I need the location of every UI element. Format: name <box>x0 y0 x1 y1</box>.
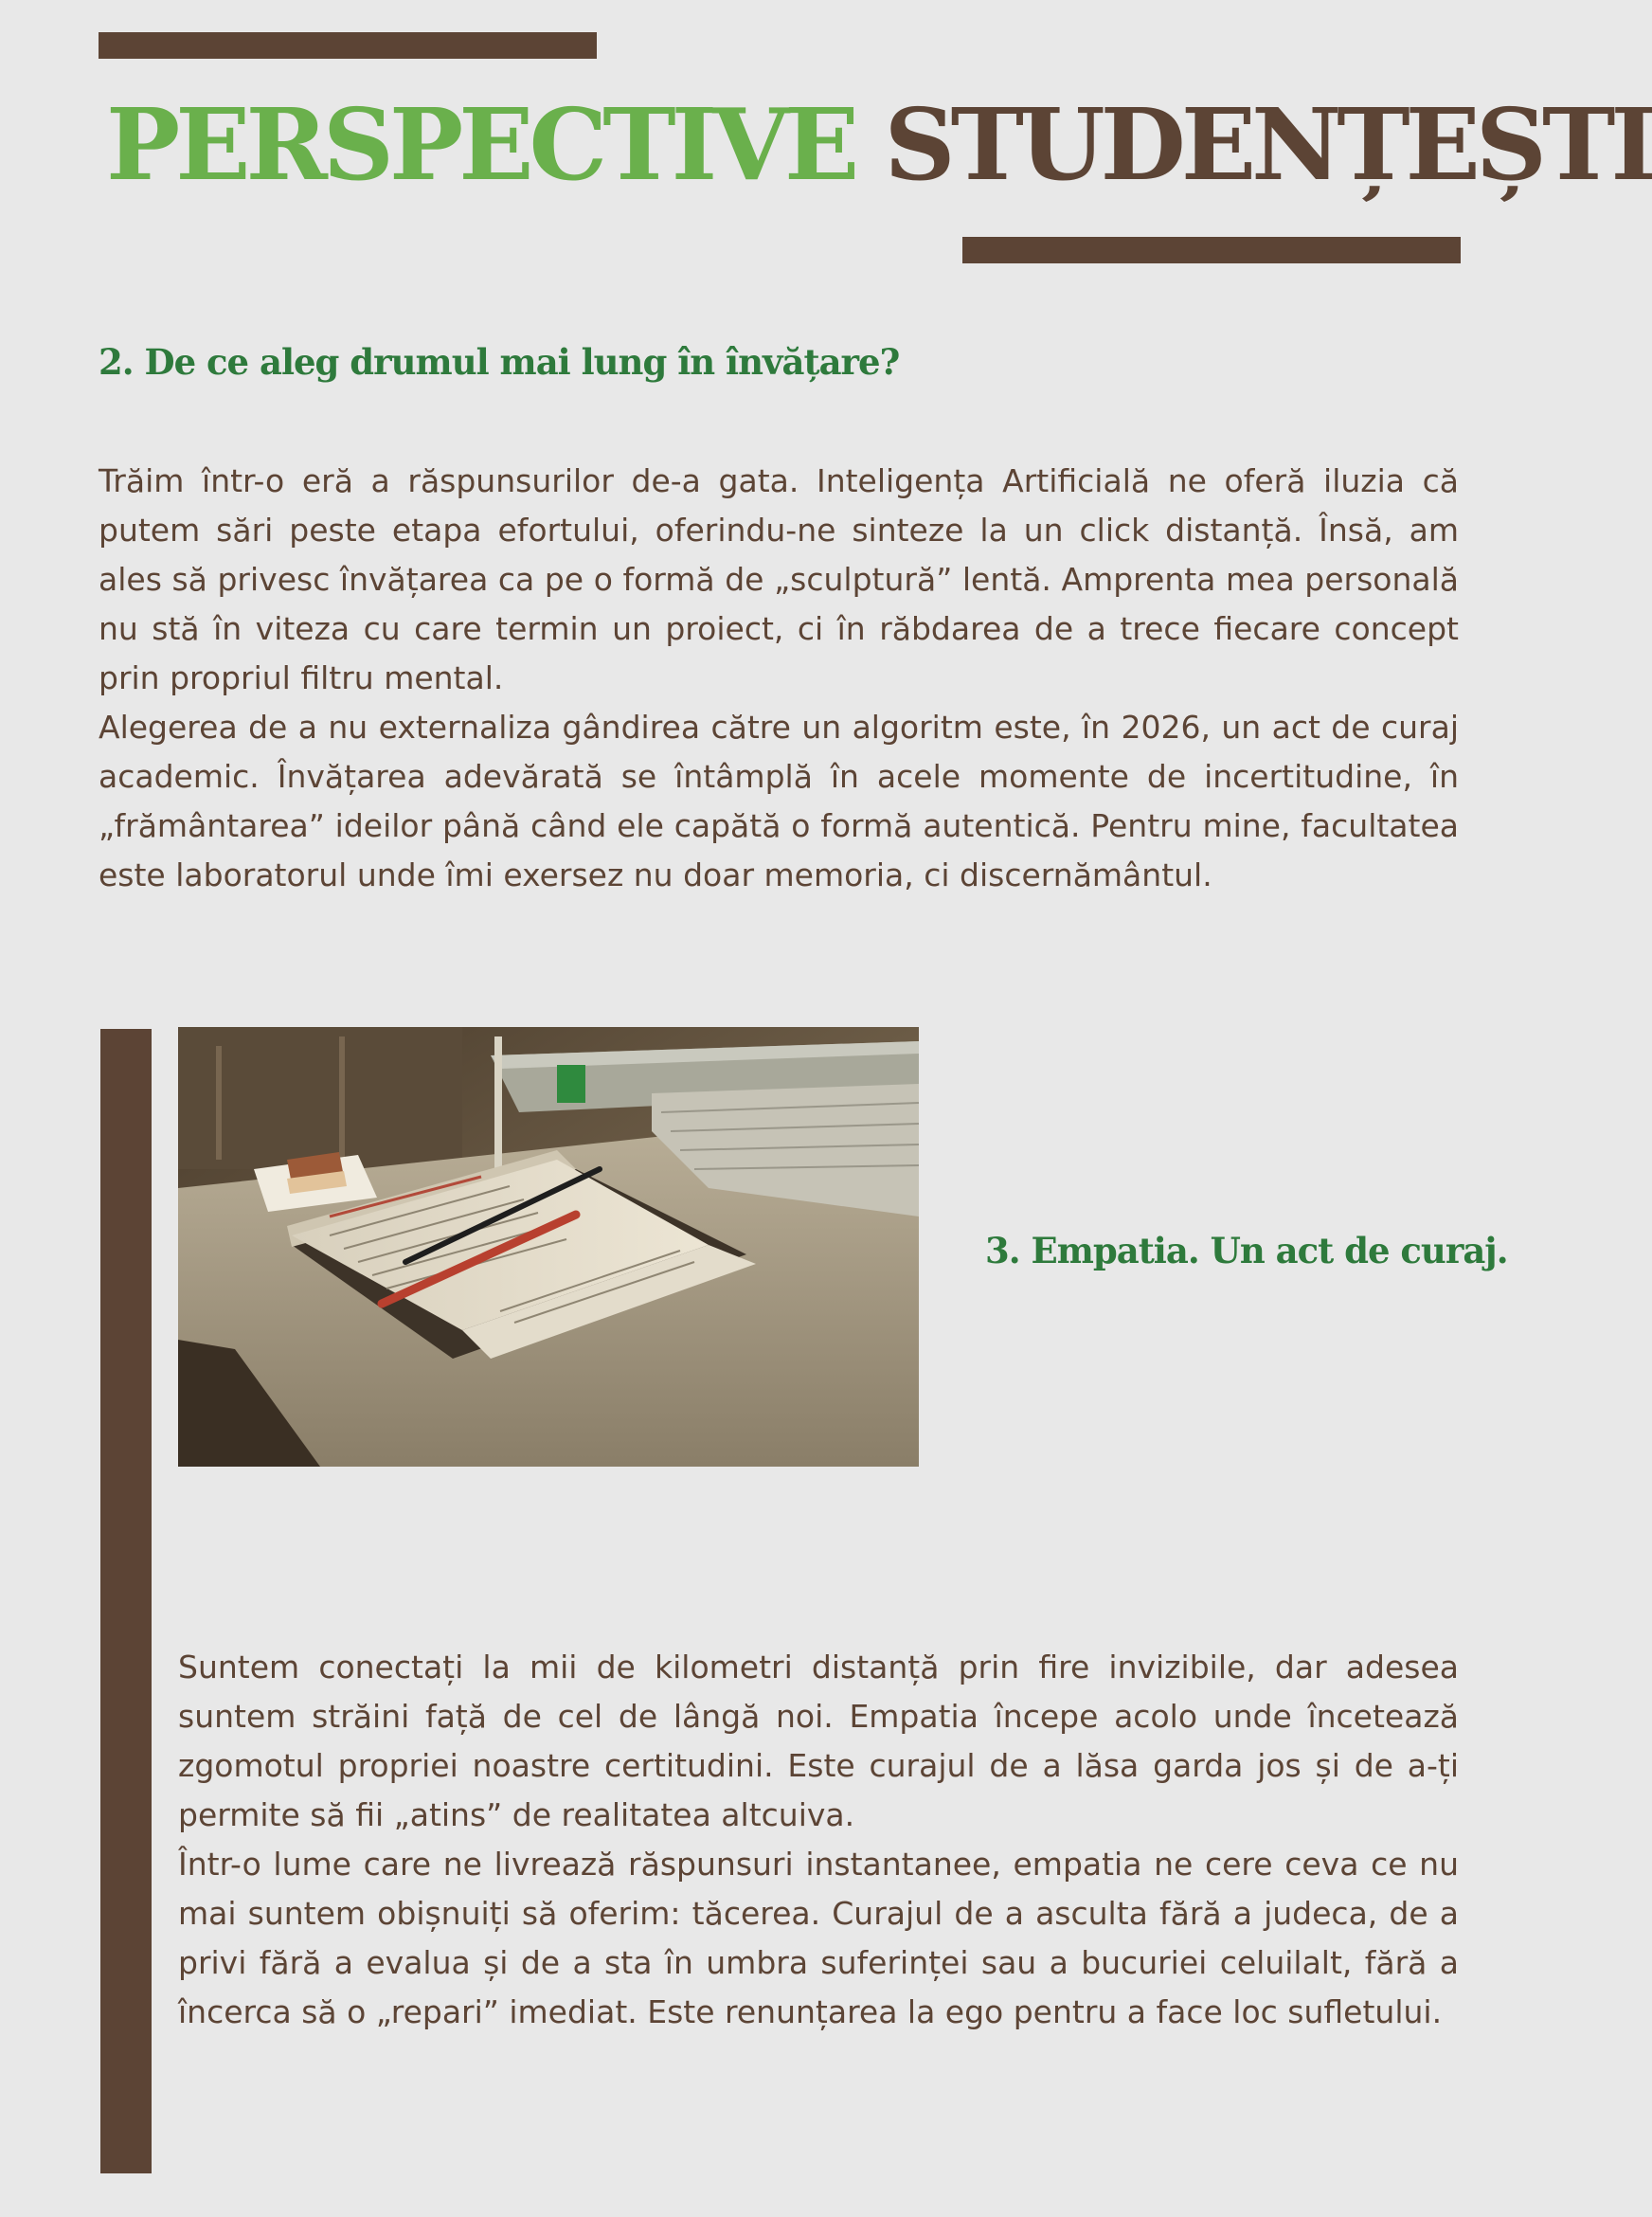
section-2-heading: 2. De ce aleg drumul mai lung în învățare? <box>99 341 900 383</box>
desk-book-illustration <box>178 1027 919 1467</box>
title-part-green: PERSPECTIVE <box>106 86 855 203</box>
decorative-side-bar <box>100 1029 152 2173</box>
page-title <box>106 83 1652 207</box>
section-3-paragraph-1: Suntem conectați la mii de kilometri distanță prin fire invizibile, dar adesea suntem străini față de cel de lângă noi. Empatia începe acolo unde încetează zgomotul propriei noastre certitudini. Este curajul de a lăsa garda jos și de a-ți permite să fii „atins” de realitatea altcuiva. <box>178 1649 1459 1833</box>
decorative-bar-top <box>99 32 597 59</box>
section-2-paragraph-2: Alegerea de a nu externaliza gândirea către un algoritm este, în 2026, un act de curaj academic. Învățarea adevărată se întâmplă în acele momente de incertitudine, în „frământarea” ideilor până când ele capătă o formă autentică. Pentru mine, facultatea este laboratorul unde îmi exersez nu doar memoria, ci discernământul. <box>99 709 1459 893</box>
section-3-paragraph-2: Într-o lume care ne livrează răspunsuri instantanee, empatia ne cere ceva ce nu mai suntem obișnuiți să oferim: tăcerea. Curajul de a asculta fără a judeca, de a privi fără a evalua și de a sta în umbra suferinței sau a bucuriei celuilalt, fără a încerca să o „repari” imediat. Este renunțarea la ego pentru a face loc sufletului. <box>178 1846 1459 2030</box>
section-3-heading: 3. Empatia. Un act de curaj. <box>985 1230 1508 1271</box>
title-part-brown: STUDENȚEȘTI <box>884 86 1652 203</box>
desk-book-photo <box>178 1027 919 1467</box>
section-2-paragraph-1: Trăim într-o eră a răspunsurilor de-a gata. Inteligența Artificială ne oferă iluzia că putem sări peste etapa efortului, oferindu-ne sinteze la un click distanță. Însă, am ales să privesc învățarea ca pe o formă de „sculptură” lentă. Amprenta mea personală nu stă în viteza cu care termin un proiect, ci în răbdarea de a trece fiecare concept prin propriul filtru mental. <box>99 462 1459 696</box>
decorative-bar-right <box>962 237 1461 263</box>
